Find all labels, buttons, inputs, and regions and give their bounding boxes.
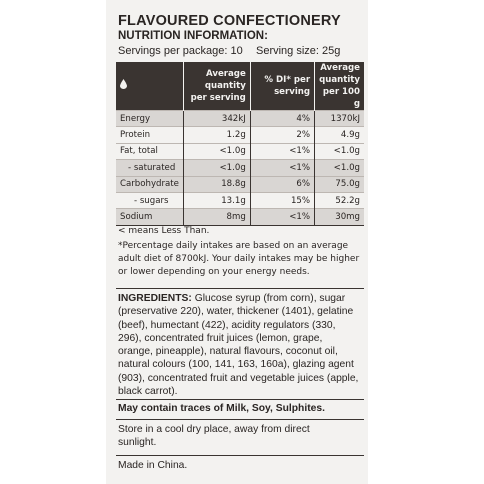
header-per-100g: Average quantity per 100 g bbox=[315, 62, 364, 111]
di-value: 6% bbox=[250, 176, 314, 192]
divider bbox=[116, 399, 364, 400]
product-title: FLAVOURED CONFECTIONERY bbox=[118, 13, 341, 29]
nutrition-heading: NUTRITION INFORMATION: bbox=[118, 30, 268, 42]
per-100g-value: 52.2g bbox=[315, 192, 364, 208]
country-of-origin: Made in China. bbox=[118, 460, 188, 471]
nutrient-name: - saturated bbox=[116, 160, 183, 176]
per-serving-value: 13.1g bbox=[183, 192, 250, 208]
per-serving-value: <1.0g bbox=[183, 143, 250, 159]
header-blank-cell bbox=[116, 62, 183, 111]
nutrient-name: Carbohydrate bbox=[116, 176, 183, 192]
ingredients-heading: INGREDIENTS: bbox=[118, 293, 192, 304]
di-value: <1% bbox=[250, 143, 314, 159]
divider bbox=[116, 455, 364, 456]
servings-per-package: Servings per package: 10 bbox=[118, 45, 243, 57]
divider bbox=[116, 288, 364, 289]
nutrient-name: Sodium bbox=[116, 209, 183, 225]
per-serving-value: 1.2g bbox=[183, 127, 250, 143]
header-per-serving: Average quantity per serving bbox=[183, 62, 250, 111]
per-100g-value: 30mg bbox=[315, 209, 364, 225]
per-serving-value: 18.8g bbox=[183, 176, 250, 192]
table-footnotes bbox=[118, 225, 360, 281]
header-di: % DI* per serving bbox=[250, 62, 314, 111]
table-header-row bbox=[116, 62, 364, 111]
ingredients-block bbox=[118, 292, 360, 398]
per-serving-value: <1.0g bbox=[183, 160, 250, 176]
table-row bbox=[116, 209, 364, 225]
nutrient-name: Energy bbox=[116, 111, 183, 127]
table-row bbox=[116, 111, 364, 127]
di-value: <1% bbox=[250, 209, 314, 225]
per-100g-value: <1.0g bbox=[315, 143, 364, 159]
nutrient-name: Protein bbox=[116, 127, 183, 143]
per-100g-value: 75.0g bbox=[315, 176, 364, 192]
daily-intake-note: *Percentage daily intakes are based on an average adult diet of 8700kJ. Your daily intakes may be higher or lower depending on your energy needs. bbox=[118, 241, 360, 277]
di-value: 4% bbox=[250, 111, 314, 127]
ingredients-text: Glucose syrup (from corn), sugar (preservative 220), water, thickener (1401), gelatine (beef), humectant (422), acidity regulators (330, 296), concentrated fruit juices (lemon, grape, orange, pineapple), natural flavours, coconut oil, natural colours (100, 141, 163, 160a), glazing agent (903), concentrated fruit and vegetable juices (apple, black carrot). bbox=[118, 293, 359, 398]
di-value: <1% bbox=[250, 160, 314, 176]
droplet-icon bbox=[120, 79, 127, 89]
nutrient-name: Fat, total bbox=[116, 143, 183, 159]
storage-instructions: Store in a cool dry place, away from direct sunlight. bbox=[118, 424, 310, 448]
less-than-note: < means Less Than. bbox=[118, 226, 210, 236]
table-row bbox=[116, 143, 364, 159]
per-100g-value: 1370kJ bbox=[315, 111, 364, 127]
allergen-statement: May contain traces of Milk, Soy, Sulphites. bbox=[118, 403, 325, 414]
table-row bbox=[116, 192, 364, 208]
table-row bbox=[116, 176, 364, 192]
per-100g-value: 4.9g bbox=[315, 127, 364, 143]
per-100g-value: <1.0g bbox=[315, 160, 364, 176]
divider bbox=[116, 419, 364, 420]
nutrition-table bbox=[116, 62, 364, 226]
nutrient-name: - sugars bbox=[116, 192, 183, 208]
di-value: 15% bbox=[250, 192, 314, 208]
serving-size: Serving size: 25g bbox=[256, 45, 341, 57]
per-serving-value: 8mg bbox=[183, 209, 250, 225]
per-serving-value: 342kJ bbox=[183, 111, 250, 127]
di-value: 2% bbox=[250, 127, 314, 143]
table-row bbox=[116, 127, 364, 143]
nutrition-label bbox=[106, 0, 368, 484]
table-row bbox=[116, 160, 364, 176]
